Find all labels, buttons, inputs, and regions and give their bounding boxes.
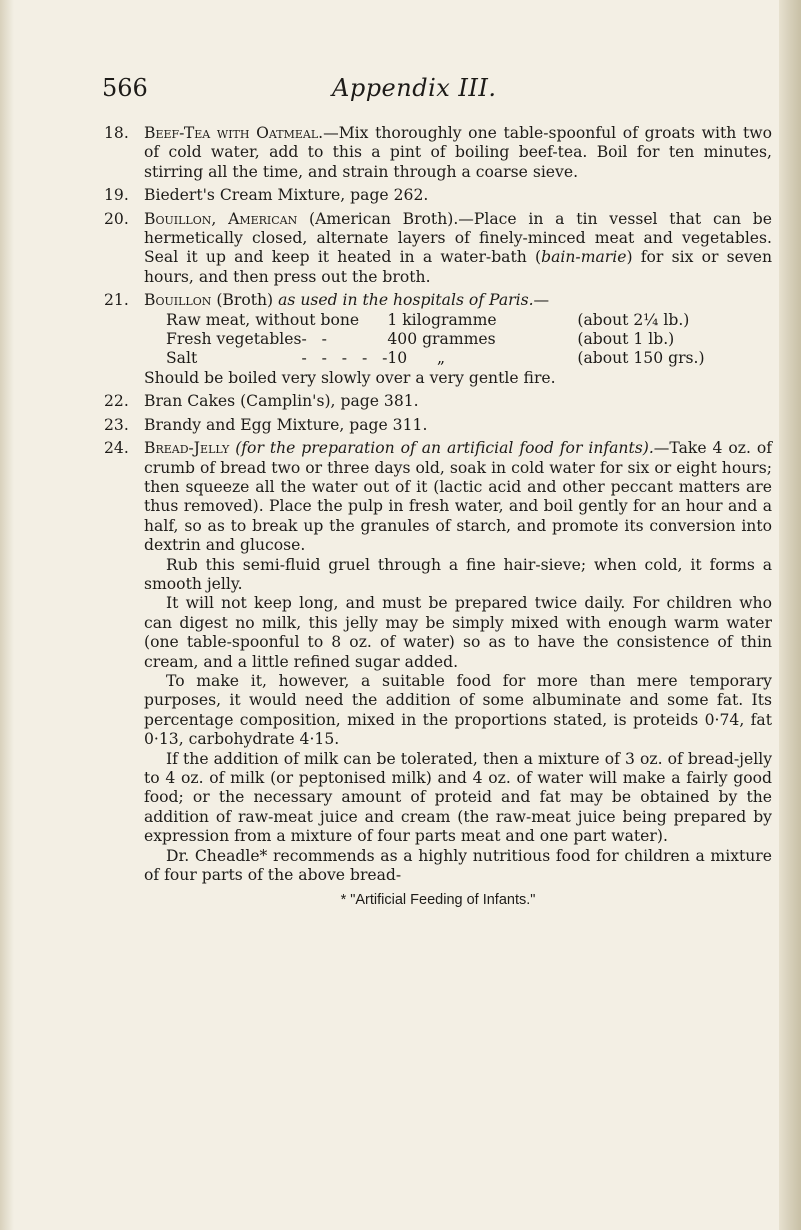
ingredient-name: Raw meat, without bone (166, 310, 360, 329)
entry-19 (104, 186, 772, 205)
footnote: * "Artificial Feeding of Infants." (340, 892, 536, 909)
paragraph: To make it, however, a suitable food for more than mere temporary purposes, it would need the addition of some albuminate and some fat. Its percentage composition, mixed in the proportions stated, is proteids 0·74, fat 0·13, carbohydrate 4·15. (144, 671, 772, 749)
leader-dashes: - - (301, 330, 327, 349)
page-edge-shadow (779, 0, 801, 1230)
paragraph: Dr. Cheadle* recommends as a highly nutritious food for children a mixture of four parts of the above bread- (144, 846, 772, 885)
entry-number: 21. (104, 291, 129, 310)
ingredient-name: Fresh vegetables (166, 330, 302, 349)
ingredient-row (166, 349, 705, 368)
ingredient-row (166, 311, 705, 330)
entry-number: 22. (104, 392, 129, 411)
entry-text: Brandy and Egg Mixture, page 311. (144, 415, 428, 434)
entry-text: (Broth) (211, 291, 279, 310)
entry-italic-term: bain-marie (541, 248, 627, 267)
entry-title: Bouillon (144, 291, 212, 310)
entry-text: —Take 4 oz. of crumb of bread two or three days old, soak in cold water for six or eight hours; then squeeze all the water out of it (lactic acid and other peccant matters are thus removed). Place the pulp in fresh water, and boil gently for an hour and a half, so as to break up the granules of starch, and promote its conversion into dextrin and glucose. (144, 439, 772, 555)
entry-number: 18. (104, 124, 129, 142)
ingredient-approx: (about 1 lb.) (577, 330, 675, 349)
entry-text: — (533, 291, 550, 310)
entry-21 (104, 291, 772, 388)
running-head: Appendix III. (332, 74, 497, 102)
entry-18 (104, 124, 772, 182)
ingredient-quantity: 10 „ (387, 349, 446, 368)
entry-title: Bouillon, American (144, 209, 298, 228)
paragraph: It will not keep long, and must be prepared twice daily. For children who can digest no milk, this jelly may be simply mixed with enough warm water (one table-spoonful to 8 oz. of water) so as to have the consistence of thin cream, and a little refined sugar added. (144, 594, 772, 671)
entry-22 (104, 392, 772, 411)
ingredient-approx: (about 150 grs.) (577, 349, 705, 368)
entry-text: (American Broth).—Place in a tin vessel that can be hermetically closed, alternate layers of finely-minced meat and vegetables. Seal it up and keep it heated in a water-bath ( (144, 209, 772, 267)
entry-number: 23. (104, 415, 129, 434)
entry-text: ) for six or seven hours, and then press out the broth. (144, 248, 772, 286)
entry-title: Beef-Tea with Oatmeal. (144, 124, 324, 142)
ingredient-table (166, 311, 705, 369)
paragraph: If the addition of milk can be tolerated, then a mixture of 3 oz. of bread-jelly to 4 oz. of milk (or peptonised milk) and 4 oz. of water will make a fairly good food; or the necessary amount of proteid and fat may be obtained by the addition of raw-meat juice and cream (the raw-meat juice being prepared by expression from a mixture of four parts meat and one part water). (144, 749, 772, 846)
entry-text: —Mix thoroughly one table-spoonful of groats with two of cold water, add to this a pint of boiling beef-tea. Boil for ten minutes, stirring all the time, and strain through a coarse sieve. (144, 124, 772, 181)
entry-title: Bread-Jelly (144, 439, 230, 458)
ingredient-quantity: 1 kilogramme (387, 310, 497, 329)
ingredient-quantity: 400 grammes (387, 330, 496, 349)
page-gutter-shadow (0, 0, 14, 1230)
entry-20 (104, 210, 772, 288)
leader-dashes: - - - - - (301, 349, 388, 368)
entry-italic-term: as used in the hospitals of Paris. (278, 291, 534, 310)
entry-number: 24. (104, 439, 129, 458)
entry-number: 19. (104, 186, 129, 205)
entry-number: 20. (104, 209, 129, 228)
entry-23 (104, 416, 772, 435)
ingredient-name: Salt (166, 349, 198, 368)
page-number: 566 (102, 74, 148, 102)
ingredient-approx: (about 2¼ lb.) (577, 310, 690, 329)
page-body (104, 124, 772, 911)
entry-text: Biedert's Cream Mixture, page 262. (144, 186, 429, 205)
entry-closing: Should be boiled very slowly over a very gentle fire. (144, 368, 556, 387)
entry-text: Bran Cakes (Camplin's), page 381. (144, 392, 419, 411)
paragraph: Rub this semi-fluid gruel through a fine hair-sieve; when cold, it forms a smooth jelly. (144, 555, 772, 593)
entry-24 (104, 439, 772, 885)
entry-italic-term: (for the preparation of an artificial food for infants). (229, 439, 654, 458)
page-header (0, 74, 801, 108)
ingredient-row (166, 330, 705, 349)
